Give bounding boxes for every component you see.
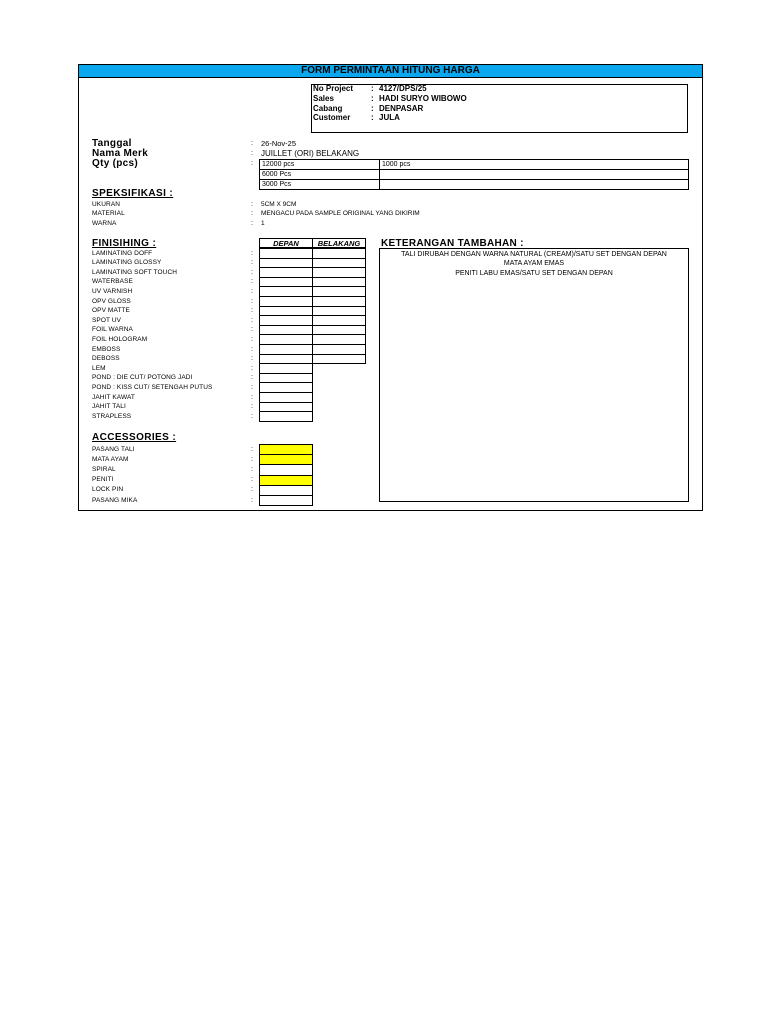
info-value: 4127/DPS/25 <box>379 84 427 93</box>
info-label: Cabang <box>313 104 343 113</box>
qty-cell[interactable]: 1000 pcs <box>379 159 689 170</box>
finishing-label: POND : KISS CUT/ SETENGAH PUTUS <box>92 383 213 391</box>
keterangan-line: PENITI LABU EMAS/SATU SET DENGAN DEPAN <box>455 270 613 277</box>
info-colon: : <box>371 104 374 113</box>
finishing-colon: : <box>251 326 253 334</box>
accessory-colon: : <box>251 465 253 473</box>
finishing-colon: : <box>251 297 253 305</box>
finishing-colon: : <box>251 364 253 372</box>
accessory-checkbox[interactable] <box>259 495 313 506</box>
info-colon: : <box>371 84 374 93</box>
accessory-colon: : <box>251 455 253 463</box>
finishing-colon: : <box>251 268 253 276</box>
accessories-heading: ACCESSORIES : <box>92 432 177 443</box>
merk-value: JUILLET (ORI) BELAKANG <box>261 149 360 158</box>
finishing-colon: : <box>251 355 253 363</box>
spec-label: MATERIAL <box>92 210 125 217</box>
info-value: JULA <box>379 113 400 122</box>
spec-value: MENGACU PADA SAMPLE ORIGINAL YANG DIKIRIM <box>261 210 420 217</box>
col-belakang-header: BELAKANG <box>312 238 366 248</box>
finishing-label: OPV MATTE <box>92 307 130 315</box>
finishing-label: LAMINATING GLOSSY <box>92 259 162 267</box>
finishing-colon: : <box>251 403 253 411</box>
accessory-colon: : <box>251 496 253 504</box>
info-value: HADI SURYO WIBOWO <box>379 94 467 103</box>
qty-cell[interactable]: 12000 pcs <box>259 159 380 170</box>
col-depan-header: DEPAN <box>259 238 313 248</box>
finishing-colon: : <box>251 383 253 391</box>
keterangan-line: MATA AYAM EMAS <box>503 260 565 267</box>
accessory-label: MATA AYAM <box>92 455 129 463</box>
finishing-colon: : <box>251 278 253 286</box>
finishing-colon: : <box>251 307 253 315</box>
finishing-label: LAMINATING SOFT TOUCH <box>92 268 178 276</box>
accessory-colon: : <box>251 476 253 484</box>
finishing-label: JAHIT KAWAT <box>92 393 135 401</box>
info-value: DENPASAR <box>379 104 424 113</box>
qty-cell[interactable]: 6000 Pcs <box>259 169 380 180</box>
finishing-colon: : <box>251 259 253 267</box>
keterangan-line: TALI DIRUBAH DENGAN WARNA NATURAL (CREAM)/SATU SET DENGAN DEPAN <box>401 251 667 258</box>
finishing-colon: : <box>251 345 253 353</box>
keterangan-heading: KETERANGAN TAMBAHAN : <box>381 238 524 249</box>
tanggal-value: 26-Nov-25 <box>261 139 297 148</box>
spec-value: 1 <box>261 220 265 227</box>
finishing-label: LEM <box>92 364 106 372</box>
finishing-colon: : <box>251 393 253 401</box>
accessory-label: SPIRAL <box>92 465 116 473</box>
finishing-label: JAHIT TALI <box>92 403 126 411</box>
spec-colon: : <box>251 210 253 217</box>
accessory-label: PASANG TALI <box>92 445 135 453</box>
finishing-colon: : <box>251 374 253 382</box>
tanggal-label: Tanggal <box>92 138 132 149</box>
accessory-colon: : <box>251 486 253 494</box>
accessory-label: PENITI <box>92 476 114 484</box>
finishing-heading: FINISIHING : <box>92 238 157 249</box>
finishing-label: WATERBASE <box>92 278 133 286</box>
qty-cell[interactable]: 3000 Pcs <box>259 179 380 190</box>
info-label: No Project <box>313 84 354 93</box>
finishing-label: UV VARNISH <box>92 287 133 295</box>
merk-colon: : <box>251 150 253 157</box>
qty-colon: : <box>251 160 253 167</box>
info-label: Sales <box>313 94 334 103</box>
finishing-label: SPOT UV <box>92 316 122 324</box>
finishing-depan-checkbox[interactable] <box>259 411 313 422</box>
tanggal-colon: : <box>251 140 253 147</box>
qty-label: Qty (pcs) <box>92 158 139 169</box>
finishing-colon: : <box>251 412 253 420</box>
finishing-colon: : <box>251 316 253 324</box>
form-title: FORM PERMINTAAN HITUNG HARGA <box>79 65 702 78</box>
finishing-colon: : <box>251 287 253 295</box>
info-colon: : <box>371 94 374 103</box>
finishing-label: STRAPLESS <box>92 412 132 420</box>
qty-cell[interactable] <box>379 179 689 190</box>
finishing-label: FOIL WARNA <box>92 326 133 334</box>
finishing-label: EMBOSS <box>92 345 121 353</box>
accessory-colon: : <box>251 445 253 453</box>
finishing-label: LAMINATING DOFF <box>92 249 153 257</box>
accessory-label: LOCK PIN <box>92 486 124 494</box>
spec-value: 5CM X 9CM <box>261 201 297 208</box>
spesifikasi-heading: SPEKSIFIKASI : <box>92 188 174 199</box>
finishing-colon: : <box>251 249 253 257</box>
keterangan-box[interactable] <box>379 248 689 502</box>
spec-colon: : <box>251 220 253 227</box>
finishing-label: OPV GLOSS <box>92 297 131 305</box>
spec-label: UKURAN <box>92 201 121 208</box>
finishing-label: POND : DIE CUT/ POTONG JADI <box>92 374 193 382</box>
finishing-colon: : <box>251 335 253 343</box>
accessory-label: PASANG MIKA <box>92 496 138 504</box>
finishing-label: DEBOSS <box>92 355 120 363</box>
spec-colon: : <box>251 201 253 208</box>
finishing-belakang-checkbox[interactable] <box>312 354 366 365</box>
spec-label: WARNA <box>92 220 117 227</box>
info-colon: : <box>371 113 374 122</box>
merk-label: Nama Merk <box>92 148 149 159</box>
info-label: Customer <box>313 113 351 122</box>
finishing-label: FOIL HOLOGRAM <box>92 335 148 343</box>
